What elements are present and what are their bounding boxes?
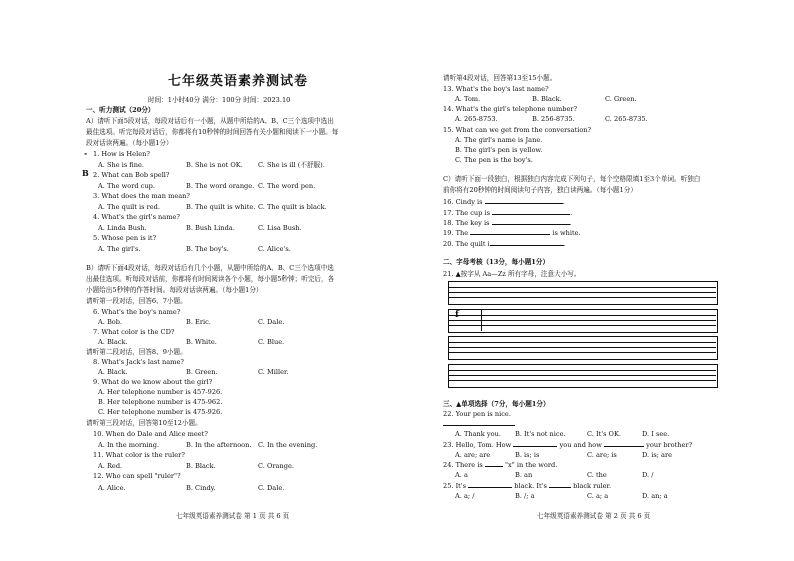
question-23-option-d: D. is; are — [642, 451, 673, 459]
question-8-option-a: A. Black. — [98, 368, 128, 376]
question-22-option-b: B. It's not nice. — [515, 430, 566, 438]
question-14-option-a: A. 265-8753. — [455, 115, 498, 123]
question-12-option-b: B. Cindy. — [186, 484, 216, 492]
question-24-part-1: 24. There is — [443, 461, 483, 469]
question-23-part-1: 23. Hello, Tom. How — [443, 441, 512, 449]
question-19-text: 19. The — [443, 229, 469, 237]
question-9-option-b: B. Her telephone number is 475-962. — [98, 398, 223, 406]
question-22: 22. Your pen is nice. — [443, 410, 511, 418]
handwritten-mark: B — [82, 168, 89, 178]
question-12-option-a: A. Alice. — [98, 484, 126, 492]
question-10-option-b: B. In the afternoon. — [186, 441, 252, 449]
question-13-option-c: C. Green. — [605, 95, 637, 103]
writing-line — [448, 370, 716, 371]
page-footer: 七年级英语素养测试卷 第 2 页 共 6 页 — [537, 512, 651, 520]
writing-block-3 — [448, 336, 718, 360]
question-24 — [443, 461, 557, 469]
question-25-part-3: black ruler. — [573, 482, 612, 490]
answer-blank-25b[interactable] — [549, 487, 571, 488]
question-12: 12. Who can spell "ruler"? — [93, 472, 181, 480]
answer-blank-24[interactable] — [485, 466, 503, 467]
answer-blank-19[interactable] — [470, 234, 550, 235]
question-23-part-2: you and how — [559, 441, 602, 449]
question-14-option-c: C. 265-8735. — [605, 115, 648, 123]
answer-blank-16[interactable] — [485, 203, 563, 204]
page-footer: 七年级英语素养测试卷 第 1 页 共 6 页 — [176, 512, 290, 520]
question-7-option-a: A. Black. — [98, 338, 128, 346]
answer-blank-18[interactable] — [492, 224, 570, 225]
exam-subtitle: 时间：1小时40分 满分：100分 时间：2023.10 — [148, 96, 291, 104]
answer-blank-23b[interactable] — [604, 446, 644, 447]
question-25-option-b: B. /; a — [515, 492, 535, 500]
writing-line — [448, 375, 716, 376]
question-2-option-a: A. The word cup. — [98, 182, 155, 190]
writing-line — [448, 352, 716, 353]
dialogue-2-instruction: 请听第二段对话，回答8、9小题。 — [86, 348, 187, 356]
question-6-option-c: C. Dale. — [258, 318, 285, 326]
question-13: 13. What's the boy's last name? — [443, 85, 549, 93]
question-2-option-c: C. The word pen. — [258, 182, 316, 190]
question-5-option-c: C. Alice's. — [258, 245, 291, 253]
question-22-blank-line — [443, 420, 515, 428]
question-25-option-d: D. an; a — [642, 492, 668, 500]
answer-blank-17[interactable] — [492, 214, 570, 215]
question-15-option-c: C. The pen is the boy's. — [455, 156, 533, 164]
question-1-option-b: B. She is not OK. — [186, 161, 243, 169]
part-b-instructions-1: B）请听下面4段对话，每段对话后有几个小题，从题中所给的A、B、C三个选项中选 — [86, 264, 334, 272]
question-11-option-b: B. Black. — [186, 462, 216, 470]
writing-block-4 — [448, 364, 718, 388]
question-15-option-a: A. The girl's name is Jane. — [455, 136, 543, 144]
question-16: 16. Cindy is . — [443, 198, 565, 206]
dialogue-1-instruction: 请听第一段对话，回答6、7小题。 — [86, 297, 187, 305]
question-18: 18. The key is . — [443, 219, 572, 227]
question-3-option-c: C. The quilt is black. — [258, 203, 327, 211]
question-22-option-d: D. I see. — [642, 430, 670, 438]
part-c-instructions-2: 前你将有20秒钟的时间阅读句子内容，独白读两遍。（每小题1分） — [443, 186, 637, 194]
part-b-instructions-2: 出最佳选项。听每段对话前，你都将有时间阅读各个小题，每小题5秒钟；听完后，各 — [86, 275, 335, 283]
question-9-option-a: A. Her telephone number is 457-926. — [98, 388, 223, 396]
writing-block-1 — [448, 281, 718, 305]
question-15: 15. What can we get from the conversation? — [443, 126, 592, 134]
question-23-part-3: your brother? — [646, 441, 693, 449]
question-25-part-1: 25. It's — [443, 482, 467, 490]
question-20: 20. The quilt i . — [443, 240, 566, 248]
question-18-text: 18. The key is — [443, 219, 490, 227]
question-7-option-c: C. Blue. — [258, 338, 285, 346]
question-7-option-b: B. White. — [186, 338, 217, 346]
answer-blank-20[interactable] — [490, 245, 564, 246]
question-1: 1. How is Helen? — [93, 150, 150, 158]
question-1-option-c: C. She is ill (不舒服). — [258, 161, 325, 169]
writing-line — [448, 342, 716, 343]
question-1-option-a: A. She is fine. — [98, 161, 144, 169]
dialogue-3-instruction: 请听第三段对话，回答第10至12小题。 — [86, 419, 202, 427]
question-25 — [443, 482, 611, 490]
writing-line — [448, 320, 716, 321]
question-4-option-a: A. Linda Bush. — [98, 224, 147, 232]
question-13-option-a: A. Tom. — [455, 95, 481, 103]
question-3-option-b: B. The quilt is white. — [186, 203, 256, 211]
answer-blank-22[interactable] — [443, 425, 515, 426]
question-5-option-b: B. The boy's. — [186, 245, 229, 253]
question-11: 11. What color is the ruler? — [93, 451, 185, 459]
writing-line — [448, 315, 716, 316]
section-letters-heading: 二、字母考核（13分，每小题1分） — [443, 258, 550, 266]
question-2: 2. What can Bob spell? — [93, 171, 170, 179]
question-22-option-c: C. It's OK. — [587, 430, 621, 438]
question-6: 6. What's the boy's name? — [93, 308, 181, 316]
question-13-option-b: B. Black. — [532, 95, 562, 103]
question-14: 14. What's the girl's telephone number? — [443, 105, 578, 113]
question-3: 3. What does the man mean? — [93, 192, 190, 200]
writing-line — [448, 297, 716, 298]
question-21: 21. ▲按字从 Aa—Zz 所有字母，注意大小写。 — [443, 270, 581, 278]
question-10: 10. When do Dale and Alice meet? — [93, 430, 208, 438]
question-23-option-a: A. are; are — [455, 451, 491, 459]
question-4-option-b: B. Bush Linda. — [186, 224, 235, 232]
section-multiple-choice-heading: 三、▲单项选择（7分，每小题1分） — [443, 400, 550, 408]
question-10-option-c: C. In the evening. — [258, 441, 318, 449]
writing-line — [448, 287, 716, 288]
question-17-text: 17. The cup is — [443, 209, 490, 217]
writing-line — [448, 325, 716, 326]
part-a-instructions-2: 最佳选项。听完每段对话后，你都将有10秒钟的时间回答有关小题和阅读下一小题。每 — [86, 128, 339, 136]
handwritten-mark: f — [455, 310, 459, 320]
question-22-option-a: A. Thank you. — [455, 430, 501, 438]
part-c-instructions-1: C）请听下面一段独白，根据独白内容完成下列句子，每个空格限填1至3个单词。听独白 — [443, 175, 701, 183]
question-24-option-a: A. a — [455, 471, 468, 479]
question-8-option-c: C. Miller. — [258, 368, 289, 376]
question-11-option-a: A. Red. — [98, 462, 123, 470]
question-25-option-c: C. a; a — [587, 492, 609, 500]
part-a-instructions-1: A）请听下面5段对话，每段对话后有一小题，从题中所给的A、B、C三个选项中选出 — [86, 117, 334, 125]
writing-line — [448, 347, 716, 348]
question-24-part-2: "x" in the word. — [505, 461, 558, 469]
writing-line — [448, 292, 716, 293]
question-3-option-a: A. The quilt is red. — [98, 203, 160, 211]
writing-line — [448, 380, 716, 381]
exam-title: 七年级英语素养测试卷 — [168, 74, 309, 89]
question-6-option-b: B. Eric. — [186, 318, 211, 326]
handwritten-mark: - — [84, 148, 88, 158]
question-12-option-c: C. Dale. — [258, 484, 285, 492]
question-9-option-c: C. Her telephone number is 475-926. — [98, 408, 223, 416]
question-16-text: 16. Cindy is — [443, 198, 483, 206]
question-2-option-b: B. The word orange. — [186, 182, 255, 190]
question-15-option-b: B. The girl's pen is yellow. — [455, 146, 543, 154]
question-8: 8. What's Jack's last name? — [93, 358, 184, 366]
question-19 — [443, 229, 581, 237]
question-14-option-b: B. 256-8735. — [532, 115, 575, 123]
question-23-option-b: B. is; is — [515, 451, 540, 459]
question-4-option-c: C. Lisa Bush. — [258, 224, 302, 232]
question-23-option-c: C. are; is — [587, 451, 617, 459]
part-b-instructions-3: 小题给出5秒钟的作答时间。每段对话读两遍。（每小题1分） — [86, 286, 263, 294]
question-6-option-a: A. Bob. — [98, 318, 123, 326]
question-24-option-b: B. an — [515, 471, 533, 479]
answer-blank-23a[interactable] — [513, 446, 557, 447]
question-11-option-c: C. Orange. — [258, 462, 294, 470]
writing-block-2 — [448, 309, 718, 333]
question-4: 4. What's the girl's name? — [93, 213, 180, 221]
question-23 — [443, 441, 692, 449]
question-8-option-b: B. Green. — [186, 368, 218, 376]
part-a-instructions-3: 段对话读两遍。（每小题1分） — [86, 139, 173, 147]
answer-blank-25a[interactable] — [468, 487, 512, 488]
question-25-part-2: black. It's — [514, 482, 547, 490]
question-24-option-d: D. / — [642, 471, 654, 479]
question-24-option-c: C. the — [587, 471, 607, 479]
margin-line — [481, 309, 482, 331]
question-5-option-a: A. The girl's. — [98, 245, 141, 253]
question-25-option-a: A. a; / — [455, 492, 475, 500]
question-17: 17. The cup is . — [443, 209, 573, 217]
question-10-option-a: A. In the morning. — [98, 441, 160, 449]
question-9: 9. What do we know about the girl? — [93, 378, 213, 386]
question-19-end: is white. — [552, 229, 581, 237]
dialogue-4-instruction: 请听第4段对话，回答第13至15小题。 — [443, 74, 557, 82]
question-7: 7. What color is the CD? — [93, 328, 175, 336]
question-20-text: 20. The quilt i — [443, 240, 490, 248]
section-listening-heading: 一、听力测试（20分） — [86, 106, 155, 114]
question-5: 5. Whose pen is it? — [93, 234, 157, 242]
